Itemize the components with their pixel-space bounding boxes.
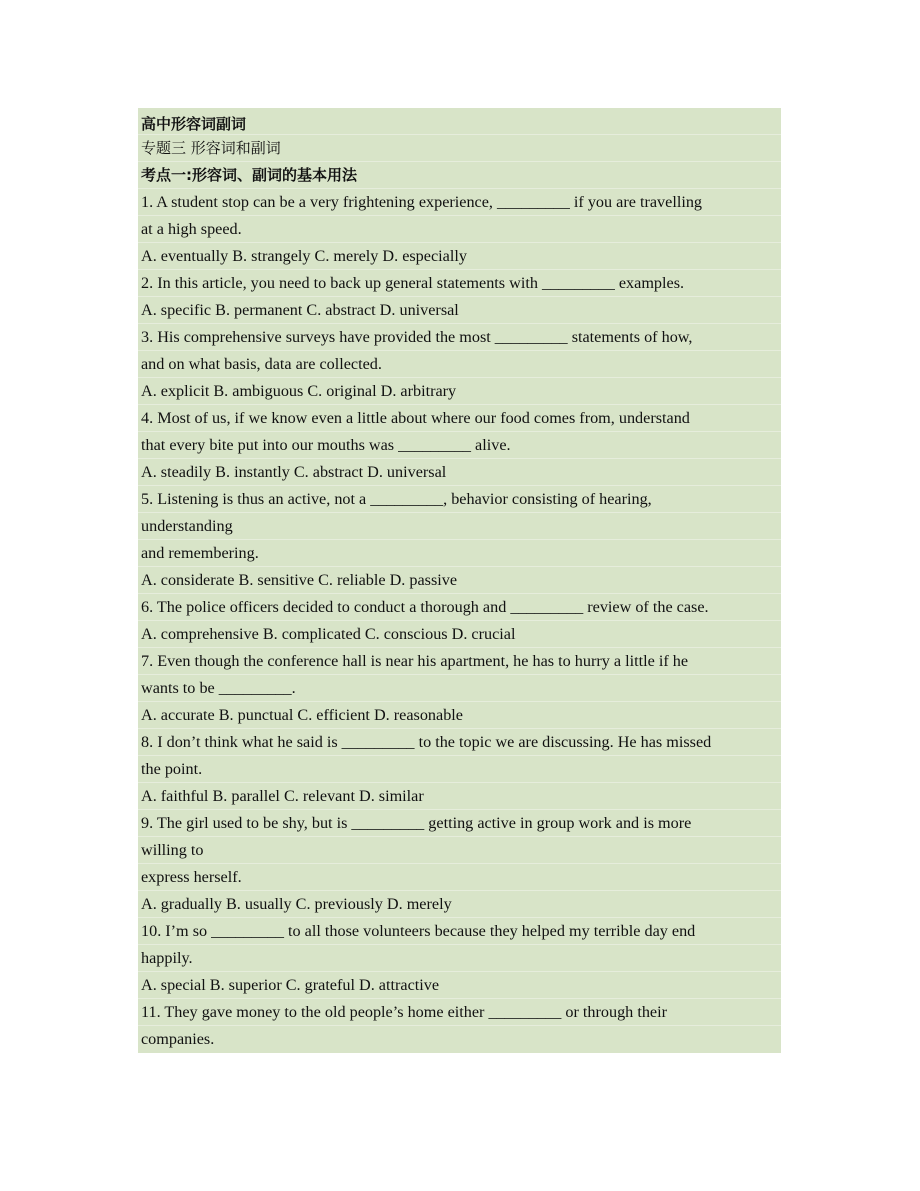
answer-options: A. considerate B. sensitive C. reliable D. passive <box>138 567 781 594</box>
question-text: at a high speed. <box>138 216 781 243</box>
question-text: 9. The girl used to be shy, but is _________ getting active in group work and is more <box>138 810 781 837</box>
question-text: willing to <box>138 837 781 864</box>
question-text: 7. Even though the conference hall is near his apartment, he has to hurry a little if he <box>138 648 781 675</box>
answer-options: A. explicit B. ambiguous C. original D. arbitrary <box>138 378 781 405</box>
answer-options: A. special B. superior C. grateful D. attractive <box>138 972 781 999</box>
question-text: 5. Listening is thus an active, not a _________, behavior consisting of hearing, <box>138 486 781 513</box>
section-heading: 专题三 形容词和副词 <box>138 135 781 162</box>
question-text: 2. In this article, you need to back up general statements with _________ examples. <box>138 270 781 297</box>
question-text: 4. Most of us, if we know even a little about where our food comes from, understand <box>138 405 781 432</box>
question-text: 6. The police officers decided to conduct a thorough and _________ review of the case. <box>138 594 781 621</box>
answer-options: A. faithful B. parallel C. relevant D. similar <box>138 783 781 810</box>
document-body <box>138 108 781 1053</box>
question-text: wants to be _________. <box>138 675 781 702</box>
answer-options: A. accurate B. punctual C. efficient D. reasonable <box>138 702 781 729</box>
question-text: the point. <box>138 756 781 783</box>
topic-heading: 考点一:形容词、副词的基本用法 <box>138 162 781 189</box>
question-text: and remembering. <box>138 540 781 567</box>
question-text: 10. I’m so _________ to all those volunteers because they helped my terrible day end <box>138 918 781 945</box>
answer-options: A. eventually B. strangely C. merely D. especially <box>138 243 781 270</box>
question-text: express herself. <box>138 864 781 891</box>
question-text: and on what basis, data are collected. <box>138 351 781 378</box>
answer-options: A. gradually B. usually C. previously D. merely <box>138 891 781 918</box>
answer-options: A. comprehensive B. complicated C. conscious D. crucial <box>138 621 781 648</box>
question-text: 11. They gave money to the old people’s home either _________ or through their <box>138 999 781 1026</box>
question-text: 1. A student stop can be a very frightening experience, _________ if you are travelling <box>138 189 781 216</box>
document-title: 高中形容词副词 <box>138 108 781 135</box>
question-text: 8. I don’t think what he said is _________ to the topic we are discussing. He has missed <box>138 729 781 756</box>
question-text: happily. <box>138 945 781 972</box>
question-text: that every bite put into our mouths was _________ alive. <box>138 432 781 459</box>
question-text: understanding <box>138 513 781 540</box>
question-text: 3. His comprehensive surveys have provided the most _________ statements of how, <box>138 324 781 351</box>
answer-options: A. steadily B. instantly C. abstract D. universal <box>138 459 781 486</box>
question-text: companies. <box>141 1030 215 1048</box>
answer-options: A. specific B. permanent C. abstract D. universal <box>138 297 781 324</box>
